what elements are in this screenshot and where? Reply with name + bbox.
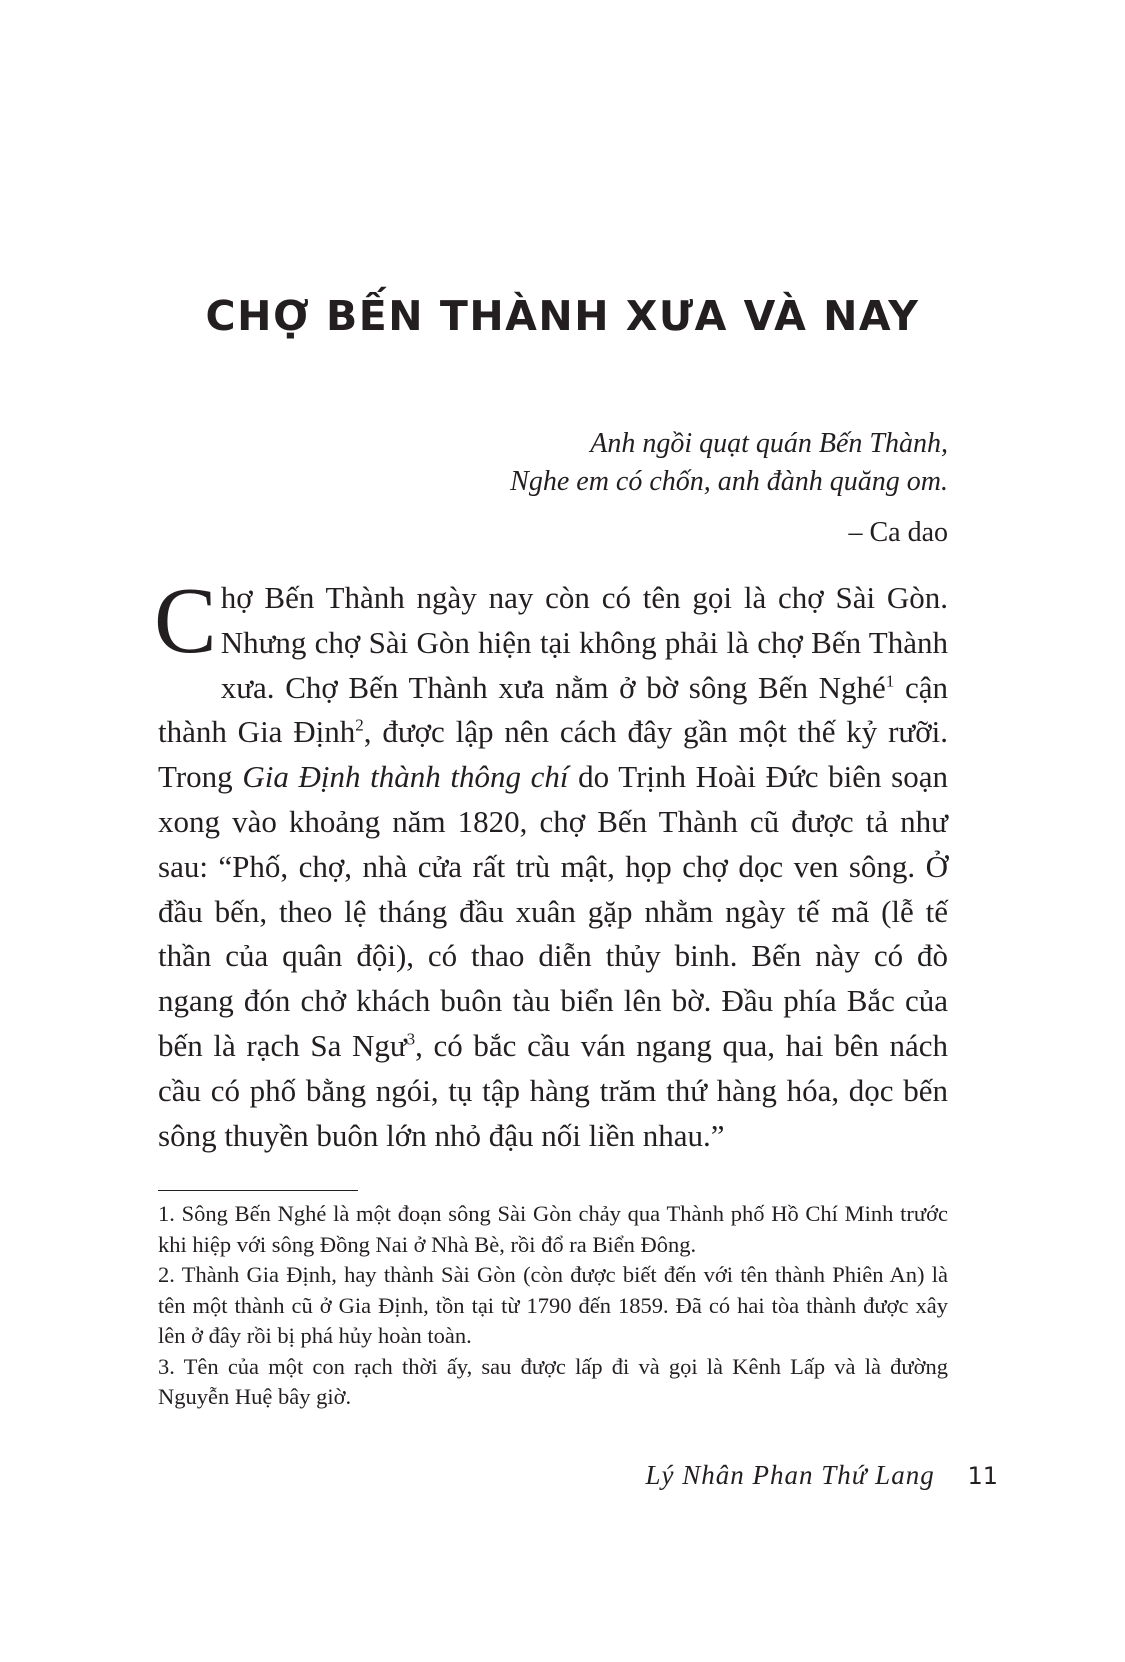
body-text-part-2: cận thành Gia Định bbox=[158, 669, 948, 750]
footnote-ref-3: 3 bbox=[406, 1029, 416, 1049]
epigraph-line-2: Nghe em có chốn, anh đành quăng om. bbox=[510, 466, 948, 497]
body-text-part-1: hợ Bến Thành ngày nay còn có tên gọi là chợ Sài Gòn. Nhưng chợ Sài Gòn hiện tại không phải là chợ Bến Thành xưa. Chợ Bến Thành xưa nằm ở bờ sông Bến Nghé bbox=[220, 580, 948, 705]
footnote-3: 3. Tên của một con rạch thời ấy, sau được lấp đi và gọi là Kênh Lấp và là đường Nguyễn Huệ bây giờ. bbox=[158, 1353, 948, 1409]
running-footer bbox=[645, 1460, 998, 1491]
footnotes bbox=[158, 1199, 948, 1413]
body-paragraph bbox=[154, 569, 949, 1158]
body-text-part-4: do Trịnh Hoài Đức biên soạn xong vào khoảng năm 1820, chợ Bến Thành cũ được tả như sau: “Phố, chợ, nhà cửa rất trù mật, họp chợ dọc ven sông. Ở đầu bến, theo lệ tháng đầu xuân gặp nhằm ngày tế mã (lễ tế thần của quân đội), có thao diễn thủy binh. Bến này có đò ngang đón chở khách buôn tàu biển lên bờ. Đầu phía Bắc của bến là rạch Sa Ngư bbox=[158, 759, 949, 1063]
footnote-2: 2. Thành Gia Định, hay thành Sài Gòn (còn được biết đến với tên thành Phiên An) là tên một thành cũ ở Gia Định, tồn tại từ 1790 đến 1859. Đã có hai tòa thành được xây lên ở đây rồi bị phá hủy hoàn toàn. bbox=[158, 1262, 948, 1348]
chapter-title: CHỢ BẾN THÀNH XƯA VÀ NAY bbox=[205, 292, 920, 340]
footer-author: Lý Nhân Phan Thứ Lang bbox=[645, 1460, 935, 1490]
footnote-1: 1. Sông Bến Nghé là một đoạn sông Sài Gòn chảy qua Thành phố Hồ Chí Minh trước khi hiệp với sông Đồng Nai ở Nhà Bè, rồi đổ ra Biển Đông. bbox=[158, 1201, 948, 1257]
footnote-ref-2: 2 bbox=[355, 716, 364, 736]
body-text-part-5: , có bắc cầu ván ngang qua, hai bên nách cầu có phố bằng ngói, tụ tập hàng trăm thứ hàng hóa, dọc bến sông thuyền buôn lớn nhỏ đậu nối liền nhau.” bbox=[158, 1027, 948, 1153]
epigraph-attribution: – Ca dao bbox=[848, 517, 948, 548]
footnote-ref-1: 1 bbox=[885, 671, 895, 691]
footnote-divider bbox=[158, 1190, 358, 1191]
drop-cap: C bbox=[154, 569, 217, 673]
page-number: 11 bbox=[967, 1462, 998, 1490]
work-title: Gia Định thành thông chí bbox=[242, 759, 569, 795]
body-text-part-3: , được lập nên cách đây gần một thế kỷ rưỡi. Trong bbox=[158, 714, 948, 795]
epigraph bbox=[248, 425, 948, 552]
epigraph-line-1: Anh ngồi quạt quán Bến Thành, bbox=[590, 428, 948, 459]
